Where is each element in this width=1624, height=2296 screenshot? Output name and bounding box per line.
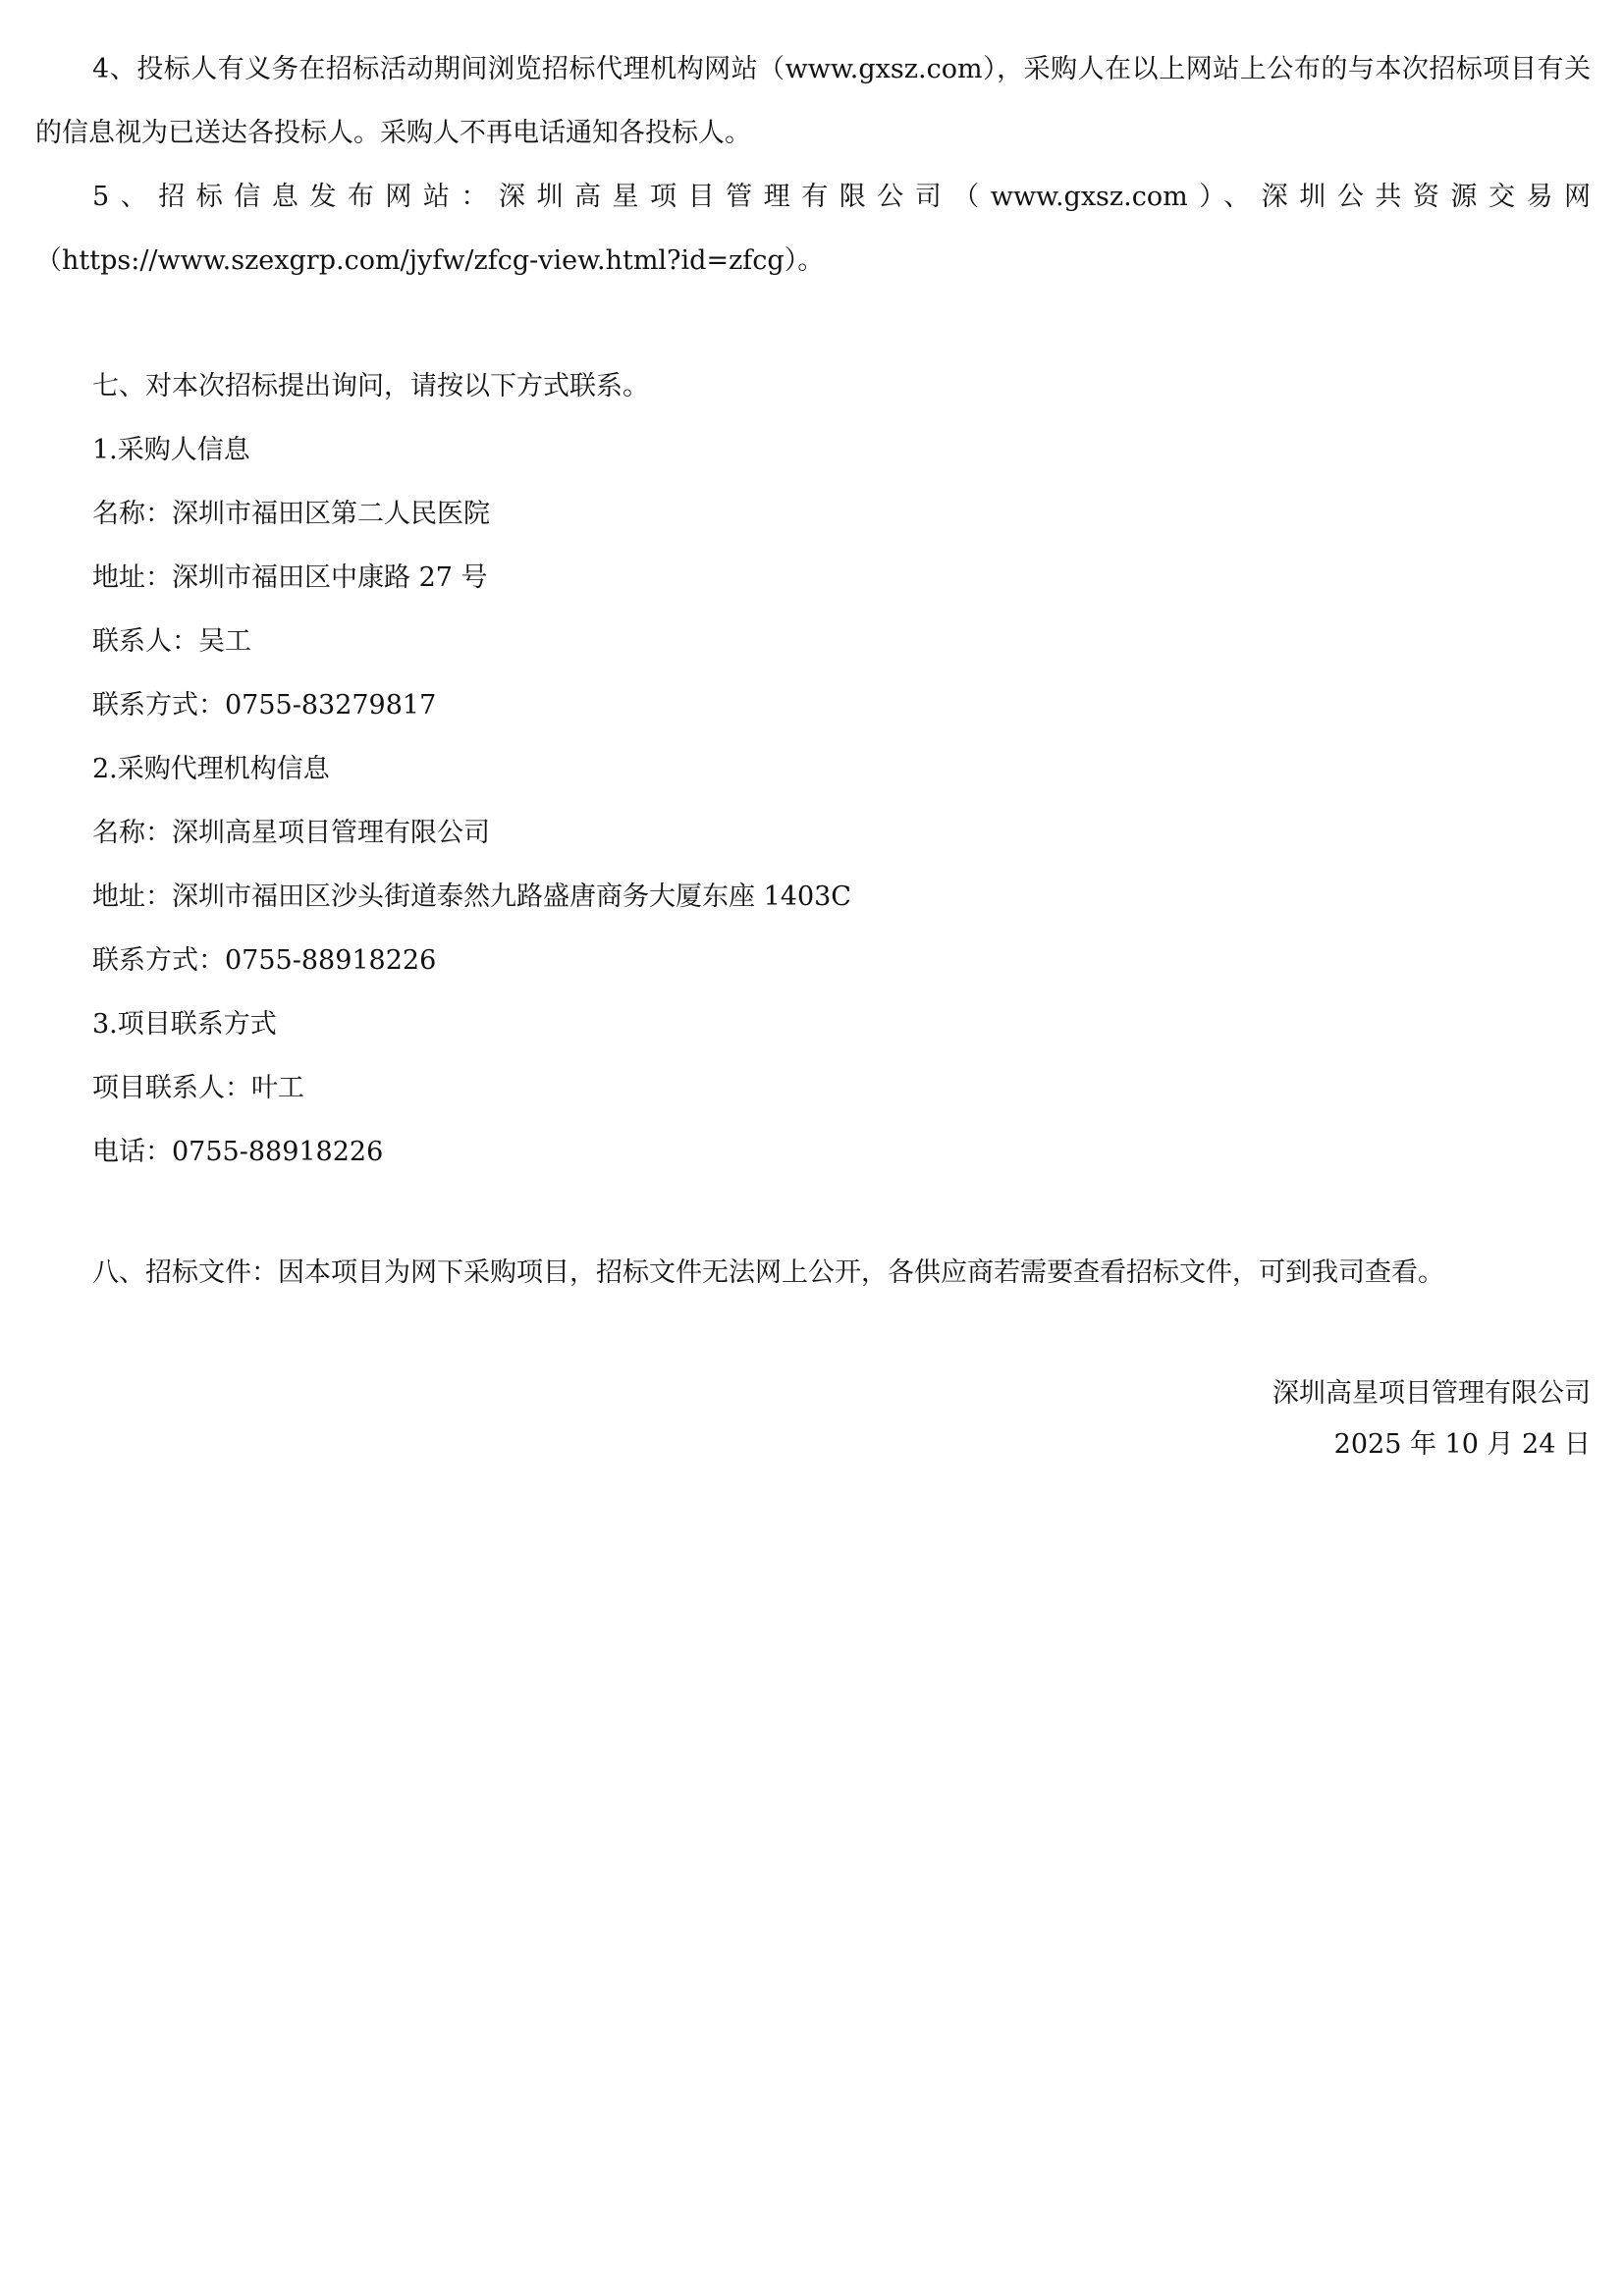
purchaser-title: 1.采购人信息: [92, 435, 250, 465]
project-contact: 项目联系人：叶工: [92, 1073, 304, 1103]
project-phone: 电话：0755-88918226: [92, 1137, 384, 1167]
agency-phone: 联系方式：0755-88918226: [92, 945, 437, 976]
notice-item-5: 5、招标信息发布网站：深圳高星项目管理有限公司（www.gxsz.com）、深圳公共资源交易网（https://www.szexgrp.com/jyfw/zfcg-view.html?id=zfcg）。: [35, 182, 1591, 276]
agency-address: 地址：深圳市福田区沙头街道泰然九路盛唐商务大厦东座 1403C: [92, 881, 851, 912]
agency-name: 名称：深圳高星项目管理有限公司: [92, 818, 490, 848]
project-title: 3.项目联系方式: [92, 1009, 277, 1040]
purchaser-name: 名称：深圳市福田区第二人民医院: [92, 499, 490, 529]
tender-docs-text: 八、招标文件：因本项目为网下采购项目，招标文件无法网上公开，各供应商若需要查看招标文件，可到我司查看。: [92, 1257, 1444, 1288]
agency-title: 2.采购代理机构信息: [92, 754, 330, 784]
purchaser-phone: 联系方式：0755-83279817: [92, 690, 437, 721]
purchaser-contact: 联系人：吴工: [92, 626, 251, 657]
inquiry-heading: 七、对本次招标提出询问，请按以下方式联系。: [92, 371, 649, 401]
notice-item-4: 4、投标人有义务在招标活动期间浏览招标代理机构网站（www.gxsz.com），采购人在以上网站上公布的与本次招标项目有关的信息视为已送达各投标人。采购人不再电话通知各投标人。: [35, 54, 1591, 148]
purchaser-address: 地址：深圳市福田区中康路 27 号: [92, 562, 488, 593]
signature-company: 深圳高星项目管理有限公司: [1272, 1378, 1591, 1409]
signature-date: 2025 年 10 月 24 日: [1333, 1429, 1591, 1460]
